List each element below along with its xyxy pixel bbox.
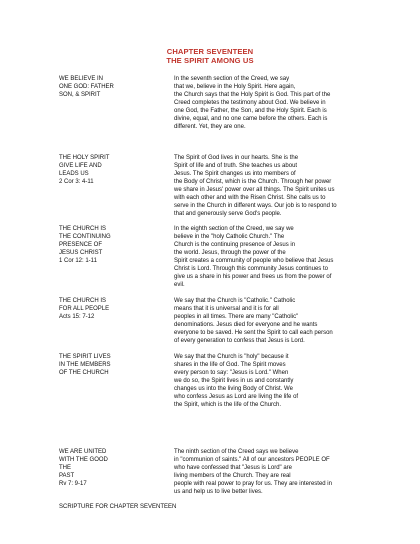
section-heading: THE SPIRIT LIVES IN THE MEMBERS OF THE CHURCH [59,354,111,376]
section-body: The Spirit of God lives in our hearts. She is the Spirit of life and of truth. She teaches us about Jesus. The Spirit changes us into members of the Body of Christ, which is the Church. Through her power we share in Jesus' power over all things. The Spirit unites us with each other and with the Risen Christ. She calls us to serve in the Church in different ways. Our job is to respond to that and generously serve God's people. [174,155,337,217]
section-heading: WE ARE UNITED WITH THE GOOD THE PAST Rv 7: 9-17 [59,449,108,487]
scripture-footer: SCRIPTURE FOR CHAPTER SEVENTEEN [59,504,177,510]
section-body: In the seventh section of the Creed, we say that we, believe in the Holy Spirit. Here again, the Church says that the Holy Spirit is God. This part of the Creed completes the testimony about God. We believe in one God, the Father, the Son, and the Holy Spirit. Each is divine, equal, and no one came before the others. Each is different. Yet, they are one. [174,76,331,130]
section-body: We say that the Church is "holy" because it shares in the life of God. The Spirit moves every person to say: "Jesus is Lord." When we do so, the Spirit lives in us and constantly changes us into the living Body of Christ. We who confess Jesus as Lord are living the life of the Spirit, which is the life of the Church. [174,354,299,408]
section-heading: WE BELIEVE IN ONE GOD: FATHER SON, & SPIRIT [59,76,114,98]
section-body: We say that the Church is "Catholic." Catholic means that it is universal and it is for all peoples in all times. There are many "Catholic" denominations. Jesus died for everyone and he wants everyone to be saved. He sent the Spirit to call each person of every generation to confess that Jesus is Lord. [174,298,333,344]
chapter-subtitle: THE SPIRIT AMONG US [166,56,254,65]
section-body: The ninth section of the Creed says we believe in "communion of saints." All of our ancestors PEOPLE OF who have confessed that "Jesus is Lord" are living members of the Church. They are real people with real power to pray for us. They are interested in us and help us to live better lives. [174,449,332,495]
section-heading: THE HOLY SPIRIT GIVE LIFE AND LEADS US 2 Cor 3: 4-11 [59,155,110,185]
section-heading: THE CHURCH IS FOR ALL PEOPLE Acts 15: 7-12 [59,298,110,320]
chapter-title: CHAPTER SEVENTEEN [166,47,254,56]
section-body: In the eighth section of the Creed, we say we believe in the "holy Catholic Church." The Church is the continuing presence of Jesus in the world. Jesus, through the power of the Spirit creates a community of people who believe that Jesus Christ is Lord. Through this community Jesus continues to give us a share in his power and frees us from the power of evil. [174,226,334,288]
section-heading: THE CHURCH IS THE CONTINUING PRESENCE OF JESUS CHRIST 1 Cor 12: 1-11 [59,226,111,264]
